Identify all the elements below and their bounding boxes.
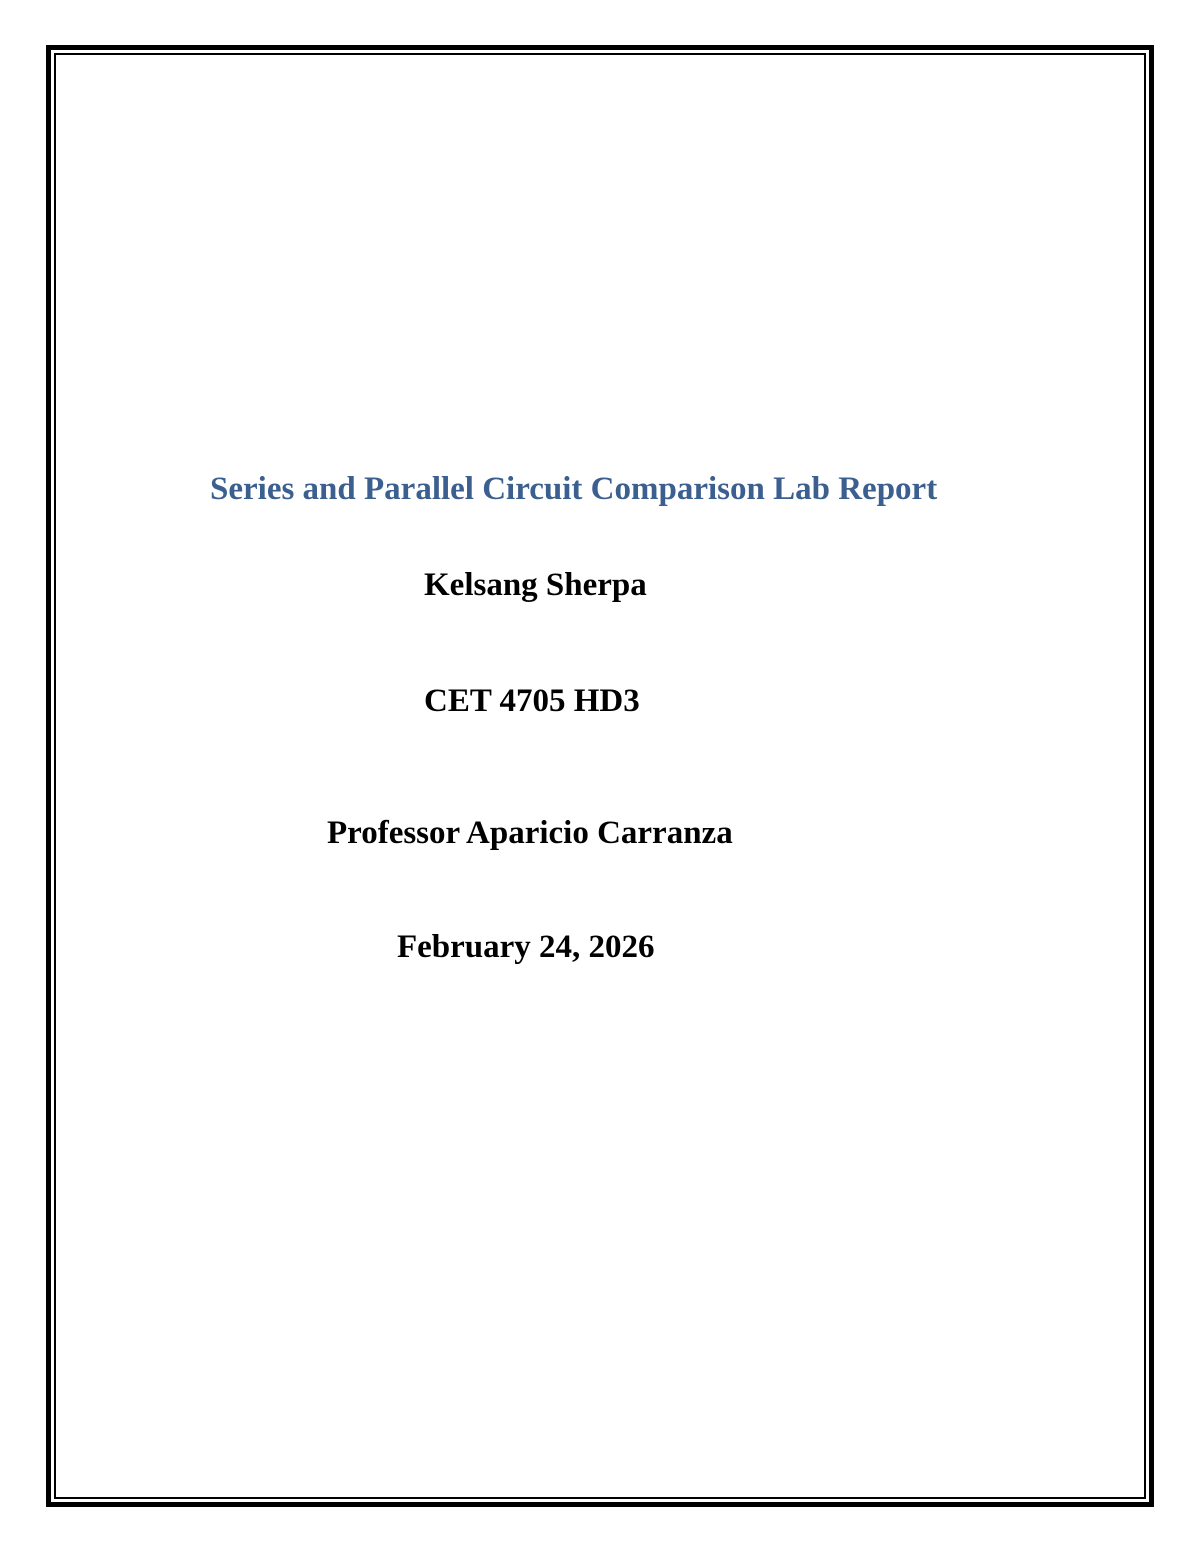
professor-name: Professor Aparicio Carranza: [327, 815, 733, 851]
page-border-inner: [54, 53, 1146, 1499]
author-name: Kelsang Sherpa: [424, 567, 647, 603]
course-code: CET 4705 HD3: [424, 683, 640, 719]
report-date: February 24, 2026: [397, 929, 655, 965]
report-title: Series and Parallel Circuit Comparison Lab Report: [210, 471, 938, 507]
